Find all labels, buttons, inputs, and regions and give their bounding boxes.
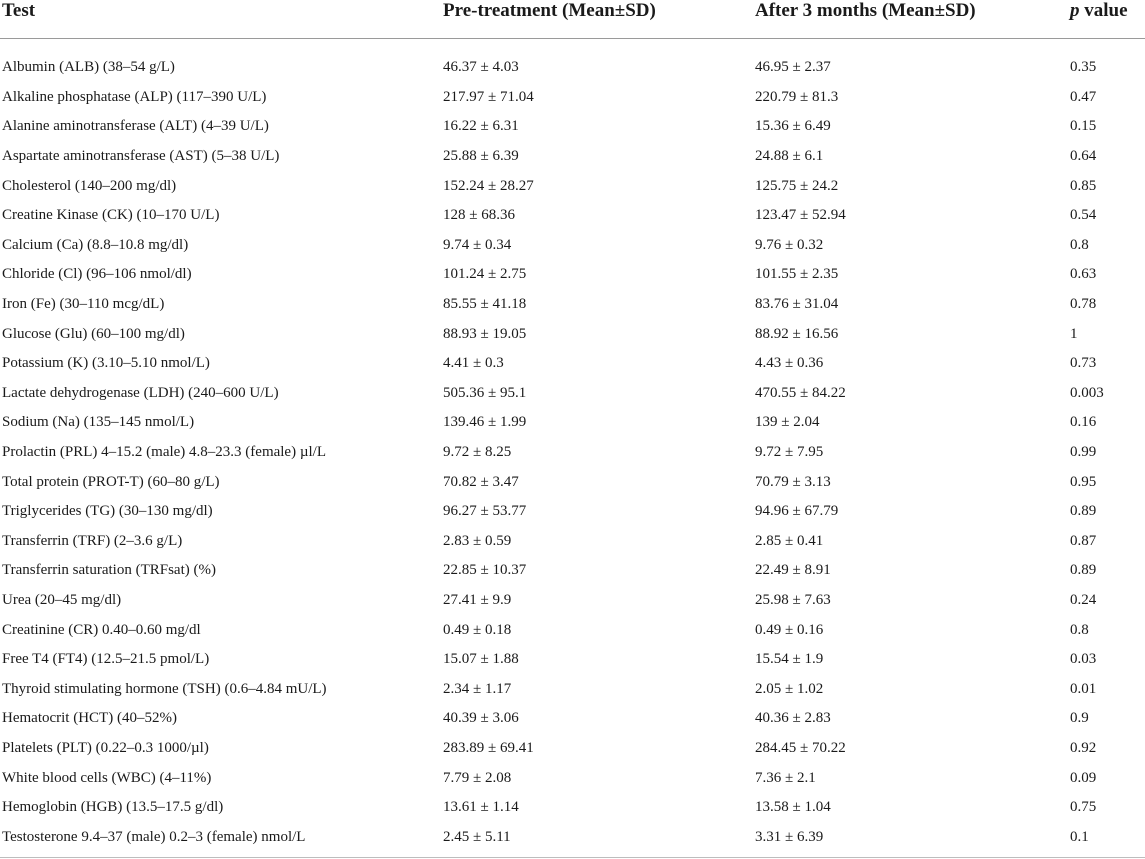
cell-p-value: 0.87 <box>1070 532 1097 549</box>
cell-test: Alkaline phosphatase (ALP) (117–390 U/L) <box>2 88 267 105</box>
cell-p-value: 0.03 <box>1070 651 1097 668</box>
cell-test: Free T4 (FT4) (12.5–21.5 pmol/L) <box>2 651 210 668</box>
cell-test: Urea (20–45 mg/dl) <box>2 591 122 608</box>
table-row <box>0 438 1145 468</box>
cell-after-3-months: 46.95 ± 2.37 <box>755 59 831 76</box>
cell-p-value: 0.15 <box>1070 118 1097 135</box>
table-row <box>0 231 1145 261</box>
cell-p-value: 0.89 <box>1070 503 1097 520</box>
cell-pre-treatment: 128 ± 68.36 <box>443 207 515 224</box>
cell-pre-treatment: 7.79 ± 2.08 <box>443 769 512 786</box>
cell-pre-treatment: 27.41 ± 9.9 <box>443 591 512 608</box>
cell-p-value: 0.35 <box>1070 59 1097 76</box>
cell-p-value: 0.003 <box>1070 384 1104 401</box>
cell-p-value: 0.63 <box>1070 266 1097 283</box>
cell-pre-treatment: 9.72 ± 8.25 <box>443 444 512 461</box>
cell-test: Aspartate aminotransferase (AST) (5–38 U/L) <box>2 148 280 165</box>
cell-p-value: 0.75 <box>1070 799 1097 816</box>
cell-pre-treatment: 2.83 ± 0.59 <box>443 532 512 549</box>
cell-test: Transferrin saturation (TRFsat) (%) <box>2 562 216 579</box>
header-p-value <box>1070 0 1145 39</box>
cell-after-3-months: 284.45 ± 70.22 <box>755 739 846 756</box>
cell-p-value: 0.78 <box>1070 296 1097 313</box>
cell-pre-treatment: 217.97 ± 71.04 <box>443 88 534 105</box>
cell-pre-treatment: 139.46 ± 1.99 <box>443 414 527 431</box>
cell-after-3-months: 15.36 ± 6.49 <box>755 118 831 135</box>
cell-pre-treatment: 283.89 ± 69.41 <box>443 739 534 756</box>
table-row <box>0 674 1145 704</box>
table-row <box>0 201 1145 231</box>
cell-after-3-months: 88.92 ± 16.56 <box>755 325 839 342</box>
table-row <box>0 379 1145 409</box>
table-row <box>0 556 1145 586</box>
table-row <box>0 763 1145 793</box>
cell-test: Prolactin (PRL) 4–15.2 (male) 4.8–23.3 (female) µl/L <box>2 444 326 461</box>
cell-p-value: 0.73 <box>1070 355 1097 372</box>
cell-after-3-months: 4.43 ± 0.36 <box>755 355 824 372</box>
bottom-rule <box>0 857 1145 858</box>
cell-test: Creatinine (CR) 0.40–0.60 mg/dl <box>2 621 201 638</box>
cell-pre-treatment: 88.93 ± 19.05 <box>443 325 527 342</box>
cell-p-value: 0.8 <box>1070 236 1089 253</box>
cell-after-3-months: 125.75 ± 24.2 <box>755 177 839 194</box>
cell-pre-treatment: 2.34 ± 1.17 <box>443 680 512 697</box>
cell-test: Thyroid stimulating hormone (TSH) (0.6–4.84 mU/L) <box>2 680 327 697</box>
table-row <box>0 112 1145 142</box>
cell-after-3-months: 13.58 ± 1.04 <box>755 799 831 816</box>
cell-after-3-months: 7.36 ± 2.1 <box>755 769 816 786</box>
header-test: Test <box>0 0 443 39</box>
cell-test: Alanine aminotransferase (ALT) (4–39 U/L) <box>2 118 269 135</box>
table-row <box>0 527 1145 557</box>
table-row <box>0 734 1145 764</box>
cell-pre-treatment: 22.85 ± 10.37 <box>443 562 527 579</box>
cell-test: Sodium (Na) (135–145 nmol/L) <box>2 414 195 431</box>
cell-test: Lactate dehydrogenase (LDH) (240–600 U/L) <box>2 384 279 401</box>
cell-after-3-months: 9.76 ± 0.32 <box>755 236 824 253</box>
cell-p-value: 0.8 <box>1070 621 1089 638</box>
cell-test: Calcium (Ca) (8.8–10.8 mg/dl) <box>2 236 189 253</box>
table-row <box>0 142 1145 172</box>
cell-pre-treatment: 46.37 ± 4.03 <box>443 59 519 76</box>
cell-after-3-months: 9.72 ± 7.95 <box>755 444 824 461</box>
cell-pre-treatment: 40.39 ± 3.06 <box>443 710 519 727</box>
cell-test: Albumin (ALB) (38–54 g/L) <box>2 59 175 76</box>
cell-p-value: 0.99 <box>1070 444 1097 461</box>
cell-after-3-months: 2.05 ± 1.02 <box>755 680 824 697</box>
header-pre-treatment: Pre-treatment (Mean±SD) <box>443 0 755 39</box>
cell-pre-treatment: 13.61 ± 1.14 <box>443 799 519 816</box>
header-p-rest: value <box>1079 0 1128 21</box>
table-row <box>0 793 1145 823</box>
cell-pre-treatment: 70.82 ± 3.47 <box>443 473 519 490</box>
cell-p-value: 0.95 <box>1070 473 1097 490</box>
cell-after-3-months: 123.47 ± 52.94 <box>755 207 846 224</box>
table-row <box>0 39 1145 83</box>
cell-pre-treatment: 25.88 ± 6.39 <box>443 148 519 165</box>
table-row <box>0 822 1145 852</box>
cell-pre-treatment: 152.24 ± 28.27 <box>443 177 534 194</box>
cell-after-3-months: 83.76 ± 31.04 <box>755 296 839 313</box>
cell-after-3-months: 25.98 ± 7.63 <box>755 591 831 608</box>
table-row <box>0 467 1145 497</box>
table-row <box>0 171 1145 201</box>
cell-test: Iron (Fe) (30–110 mcg/dL) <box>2 296 165 313</box>
cell-test: Testosterone 9.4–37 (male) 0.2–3 (female) nmol/L <box>2 828 306 845</box>
cell-test: Hematocrit (HCT) (40–52%) <box>2 710 177 727</box>
table-row <box>0 290 1145 320</box>
table-body <box>0 39 1145 853</box>
cell-p-value: 0.01 <box>1070 680 1097 697</box>
table-row <box>0 260 1145 290</box>
table-row <box>0 83 1145 113</box>
cell-p-value: 0.1 <box>1070 828 1089 845</box>
cell-pre-treatment: 9.74 ± 0.34 <box>443 236 512 253</box>
cell-pre-treatment: 0.49 ± 0.18 <box>443 621 512 638</box>
cell-test: Glucose (Glu) (60–100 mg/dl) <box>2 325 185 342</box>
cell-test: Triglycerides (TG) (30–130 mg/dl) <box>2 503 213 520</box>
cell-p-value: 0.89 <box>1070 562 1097 579</box>
table-row <box>0 497 1145 527</box>
cell-test: Creatine Kinase (CK) (10–170 U/L) <box>2 207 220 224</box>
cell-p-value: 0.64 <box>1070 148 1097 165</box>
cell-after-3-months: 70.79 ± 3.13 <box>755 473 831 490</box>
table-row <box>0 408 1145 438</box>
cell-pre-treatment: 85.55 ± 41.18 <box>443 296 527 313</box>
cell-p-value: 0.9 <box>1070 710 1089 727</box>
cell-test: Transferrin (TRF) (2–3.6 g/L) <box>2 532 183 549</box>
cell-after-3-months: 22.49 ± 8.91 <box>755 562 831 579</box>
table-header-row <box>0 0 1145 39</box>
cell-after-3-months: 139 ± 2.04 <box>755 414 820 431</box>
cell-p-value: 0.92 <box>1070 739 1097 756</box>
cell-test: Platelets (PLT) (0.22–0.3 1000/µl) <box>2 739 209 756</box>
cell-p-value: 0.24 <box>1070 591 1097 608</box>
cell-test: Chloride (Cl) (96–106 nmol/dl) <box>2 266 192 283</box>
cell-after-3-months: 24.88 ± 6.1 <box>755 148 824 165</box>
cell-after-3-months: 15.54 ± 1.9 <box>755 651 824 668</box>
table-row <box>0 586 1145 616</box>
cell-after-3-months: 2.85 ± 0.41 <box>755 532 824 549</box>
cell-p-value: 0.16 <box>1070 414 1097 431</box>
table-row <box>0 349 1145 379</box>
cell-p-value: 0.85 <box>1070 177 1097 194</box>
cell-pre-treatment: 101.24 ± 2.75 <box>443 266 527 283</box>
cell-p-value: 0.09 <box>1070 769 1097 786</box>
cell-p-value: 1 <box>1070 325 1078 342</box>
cell-test: Potassium (K) (3.10–5.10 nmol/L) <box>2 355 210 372</box>
cell-p-value: 0.54 <box>1070 207 1097 224</box>
cell-after-3-months: 40.36 ± 2.83 <box>755 710 831 727</box>
cell-pre-treatment: 505.36 ± 95.1 <box>443 384 527 401</box>
table-row <box>0 615 1145 645</box>
header-after-3-months: After 3 months (Mean±SD) <box>755 0 1070 39</box>
cell-after-3-months: 470.55 ± 84.22 <box>755 384 846 401</box>
table-row <box>0 704 1145 734</box>
cell-pre-treatment: 96.27 ± 53.77 <box>443 503 527 520</box>
cell-after-3-months: 94.96 ± 67.79 <box>755 503 839 520</box>
cell-test: White blood cells (WBC) (4–11%) <box>2 769 212 786</box>
cell-after-3-months: 101.55 ± 2.35 <box>755 266 839 283</box>
cell-test: Cholesterol (140–200 mg/dl) <box>2 177 177 194</box>
cell-pre-treatment: 15.07 ± 1.88 <box>443 651 519 668</box>
cell-test: Hemoglobin (HGB) (13.5–17.5 g/dl) <box>2 799 224 816</box>
header-p-italic: p <box>1070 0 1080 21</box>
cell-pre-treatment: 16.22 ± 6.31 <box>443 118 519 135</box>
cell-after-3-months: 220.79 ± 81.3 <box>755 88 839 105</box>
cell-after-3-months: 0.49 ± 0.16 <box>755 621 824 638</box>
cell-test: Total protein (PROT-T) (60–80 g/L) <box>2 473 220 490</box>
cell-pre-treatment: 2.45 ± 5.11 <box>443 828 511 845</box>
table-row <box>0 645 1145 675</box>
cell-pre-treatment: 4.41 ± 0.3 <box>443 355 504 372</box>
table-row <box>0 319 1145 349</box>
cell-p-value: 0.47 <box>1070 88 1097 105</box>
cell-after-3-months: 3.31 ± 6.39 <box>755 828 824 845</box>
